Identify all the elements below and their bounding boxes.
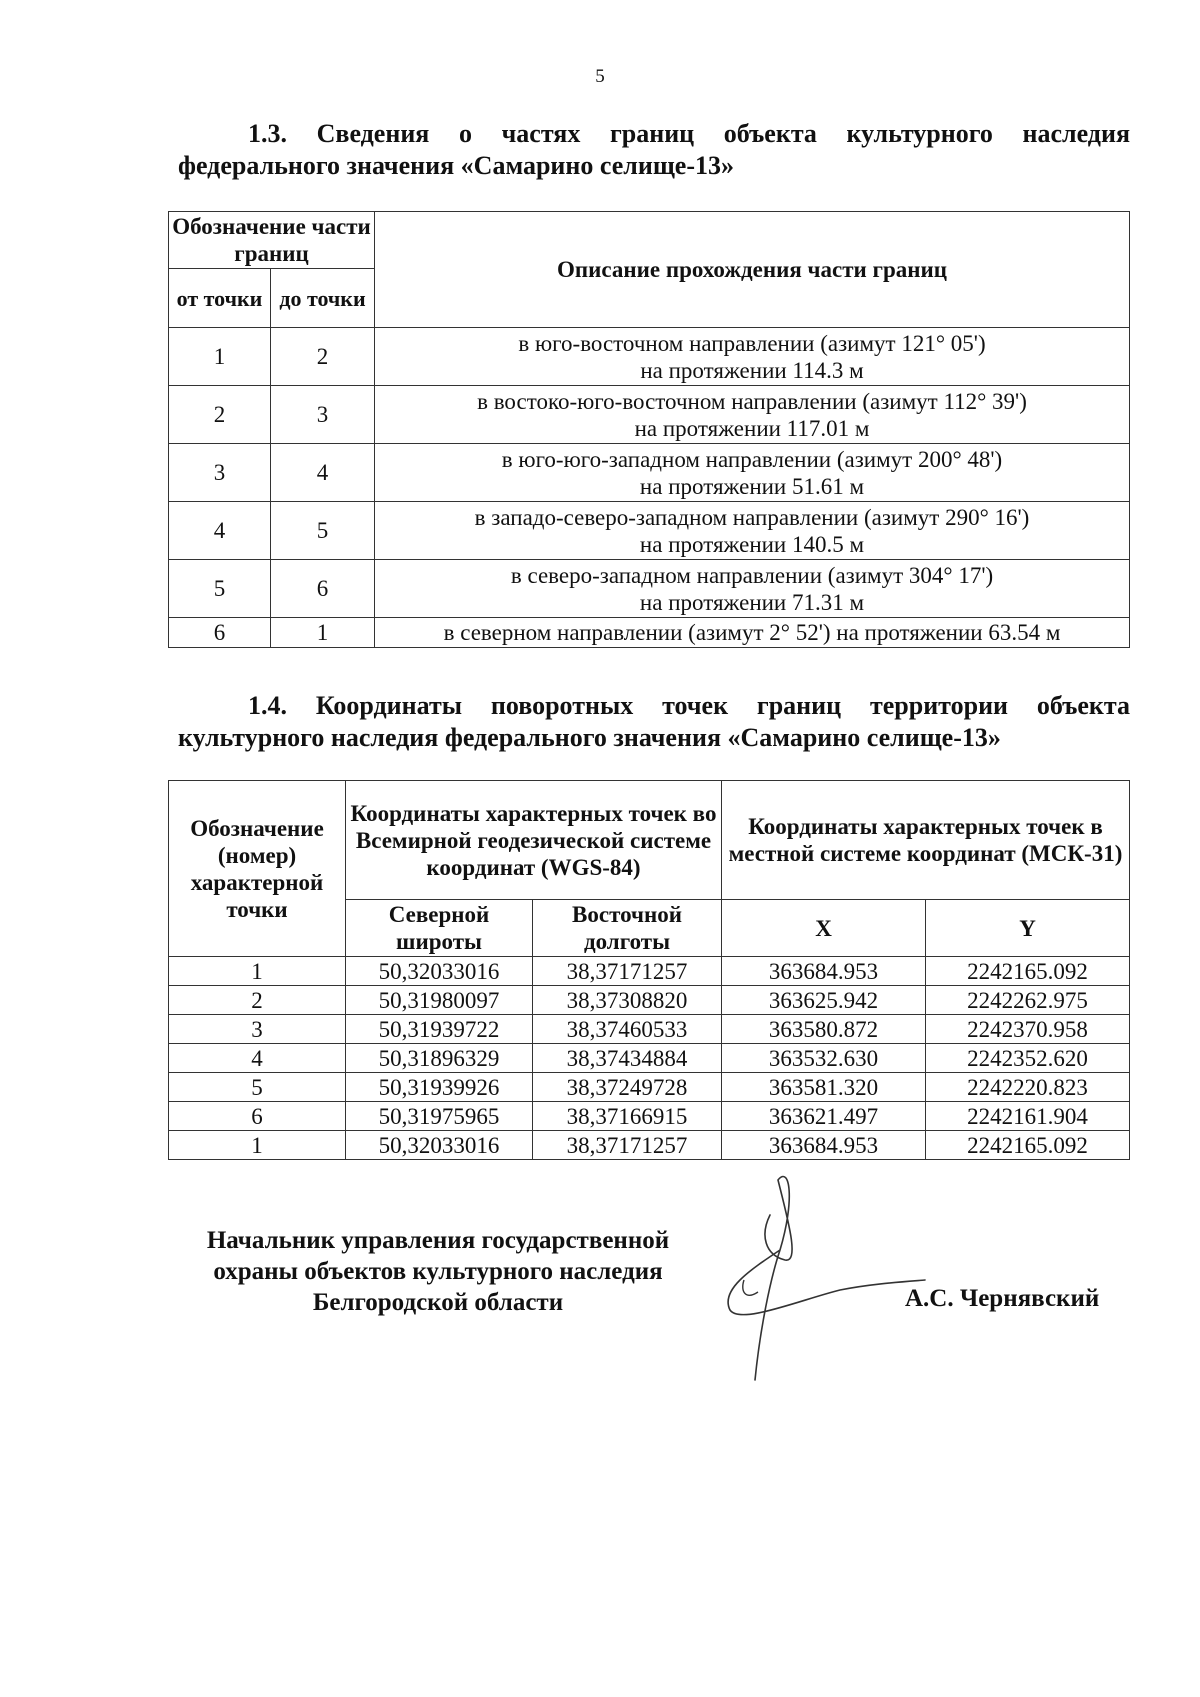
- handwritten-signature: [710, 1160, 950, 1390]
- table-row: [169, 560, 1130, 618]
- from-cell: 2: [169, 386, 271, 444]
- description-line: на протяжении 117.01 м: [634, 415, 870, 441]
- from-cell: 5: [169, 560, 271, 618]
- to-cell: 6: [271, 560, 375, 618]
- north-header: Северной широты: [346, 900, 533, 957]
- to-cell: 4: [271, 444, 375, 502]
- wgs-header: Координаты характерных точек во Всемирной геодезической системе координат (WGS-84): [346, 781, 722, 900]
- north-cell: 50,31939722: [346, 1015, 533, 1044]
- description-line: на протяжении 140.5 м: [639, 531, 865, 557]
- section-number: 1.4.: [248, 691, 287, 720]
- from-cell: 4: [169, 502, 271, 560]
- east-cell: 38,37460533: [533, 1015, 722, 1044]
- signatory-title-line: охраны объектов культурного наследия: [213, 1258, 663, 1285]
- designation-header: Обозначение части границ: [169, 212, 375, 269]
- y-cell: 2242262.975: [926, 986, 1130, 1015]
- section-title: Сведения о частях границ объекта культурного наследия федерального значения «Самарино селище-13»: [178, 119, 1131, 180]
- to-point-header: до точки: [271, 269, 375, 328]
- description-line: на протяжении 114.3 м: [640, 357, 864, 383]
- description-cell: [375, 386, 1130, 444]
- description-cell: [375, 444, 1130, 502]
- description-cell: [375, 502, 1130, 560]
- east-cell: 38,37171257: [533, 1131, 722, 1160]
- north-cell: 50,32033016: [346, 957, 533, 986]
- description-line: на протяжении 51.61 м: [639, 473, 865, 499]
- x-cell: 363581.320: [722, 1073, 926, 1102]
- point-cell: 5: [169, 1073, 346, 1102]
- table-row: [169, 1073, 1130, 1102]
- y-cell: 2242165.092: [926, 1131, 1130, 1160]
- x-cell: 363625.942: [722, 986, 926, 1015]
- table-row: [169, 986, 1130, 1015]
- x-cell: 363621.497: [722, 1102, 926, 1131]
- east-cell: 38,37434884: [533, 1044, 722, 1073]
- signer-name: А.С. Чернявский: [905, 1285, 1100, 1312]
- x-cell: 363684.953: [722, 1131, 926, 1160]
- description-cell: [375, 560, 1130, 618]
- point-cell: 1: [169, 1131, 346, 1160]
- table-row: [169, 502, 1130, 560]
- y-cell: 2242220.823: [926, 1073, 1130, 1102]
- point-cell: 2: [169, 986, 346, 1015]
- boundary-parts-table: [168, 211, 1130, 648]
- point-cell: 4: [169, 1044, 346, 1073]
- x-cell: 363684.953: [722, 957, 926, 986]
- page-number: 5: [595, 66, 605, 87]
- description-line: в западо-северо-западном направлении (азимут 290° 16'): [474, 504, 1030, 530]
- east-cell: 38,37171257: [533, 957, 722, 986]
- x-header: X: [722, 900, 926, 957]
- table-row: [169, 1131, 1130, 1160]
- signatory-title-line: Начальник управления государственной: [206, 1227, 670, 1254]
- section-number: 1.3.: [248, 119, 287, 148]
- east-cell: 38,37308820: [533, 986, 722, 1015]
- to-cell: 1: [271, 618, 375, 648]
- table-row: [169, 1102, 1130, 1131]
- table-row: [169, 386, 1130, 444]
- y-cell: 2242352.620: [926, 1044, 1130, 1073]
- description-cell: в северном направлении (азимут 2° 52') на протяжении 63.54 м: [375, 618, 1130, 648]
- x-cell: 363532.630: [722, 1044, 926, 1073]
- description-line: в северо-западном направлении (азимут 304° 17'): [510, 562, 994, 588]
- point-header: Обозначение (номер) характерной точки: [169, 781, 346, 957]
- y-cell: 2242370.958: [926, 1015, 1130, 1044]
- from-cell: 1: [169, 328, 271, 386]
- east-cell: 38,37249728: [533, 1073, 722, 1102]
- section-heading-1-4: [178, 690, 1130, 754]
- x-cell: 363580.872: [722, 1015, 926, 1044]
- to-cell: 3: [271, 386, 375, 444]
- north-cell: 50,32033016: [346, 1131, 533, 1160]
- east-cell: 38,37166915: [533, 1102, 722, 1131]
- description-header: Описание прохождения части границ: [375, 212, 1130, 328]
- description-line: в востоко-юго-восточном направлении (азимут 112° 39'): [477, 388, 1027, 414]
- point-cell: 6: [169, 1102, 346, 1131]
- signatory-title: [178, 1225, 698, 1318]
- description-cell: [375, 328, 1130, 386]
- y-cell: 2242165.092: [926, 957, 1130, 986]
- description-line: на протяжении 71.31 м: [639, 589, 865, 615]
- y-cell: 2242161.904: [926, 1102, 1130, 1131]
- description-line: в юго-юго-западном направлении (азимут 200° 48'): [501, 446, 1003, 472]
- table-row: [169, 328, 1130, 386]
- coordinates-table: [168, 780, 1130, 1160]
- from-cell: 3: [169, 444, 271, 502]
- north-cell: 50,31980097: [346, 986, 533, 1015]
- description-line: в юго-восточном направлении (азимут 121° 05'): [518, 330, 986, 356]
- section-heading-1-3: [178, 118, 1130, 182]
- signatory-title-line: Белгородской области: [312, 1289, 564, 1316]
- table-row: [169, 1044, 1130, 1073]
- table-row: [169, 957, 1130, 986]
- point-cell: 1: [169, 957, 346, 986]
- point-cell: 3: [169, 1015, 346, 1044]
- to-cell: 5: [271, 502, 375, 560]
- table-row: [169, 1015, 1130, 1044]
- section-title: Координаты поворотных точек границ территории объекта культурного наследия федерального значения «Самарино селище-13»: [178, 691, 1130, 752]
- north-cell: 50,31896329: [346, 1044, 533, 1073]
- north-cell: 50,31975965: [346, 1102, 533, 1131]
- north-cell: 50,31939926: [346, 1073, 533, 1102]
- y-header: Y: [926, 900, 1130, 957]
- to-cell: 2: [271, 328, 375, 386]
- table-row: [169, 444, 1130, 502]
- from-cell: 6: [169, 618, 271, 648]
- east-header: Восточной долготы: [533, 900, 722, 957]
- table-row: [169, 618, 1130, 648]
- local-header: Координаты характерных точек в местной системе координат (МСК-31): [722, 781, 1130, 900]
- from-point-header: от точки: [169, 269, 271, 328]
